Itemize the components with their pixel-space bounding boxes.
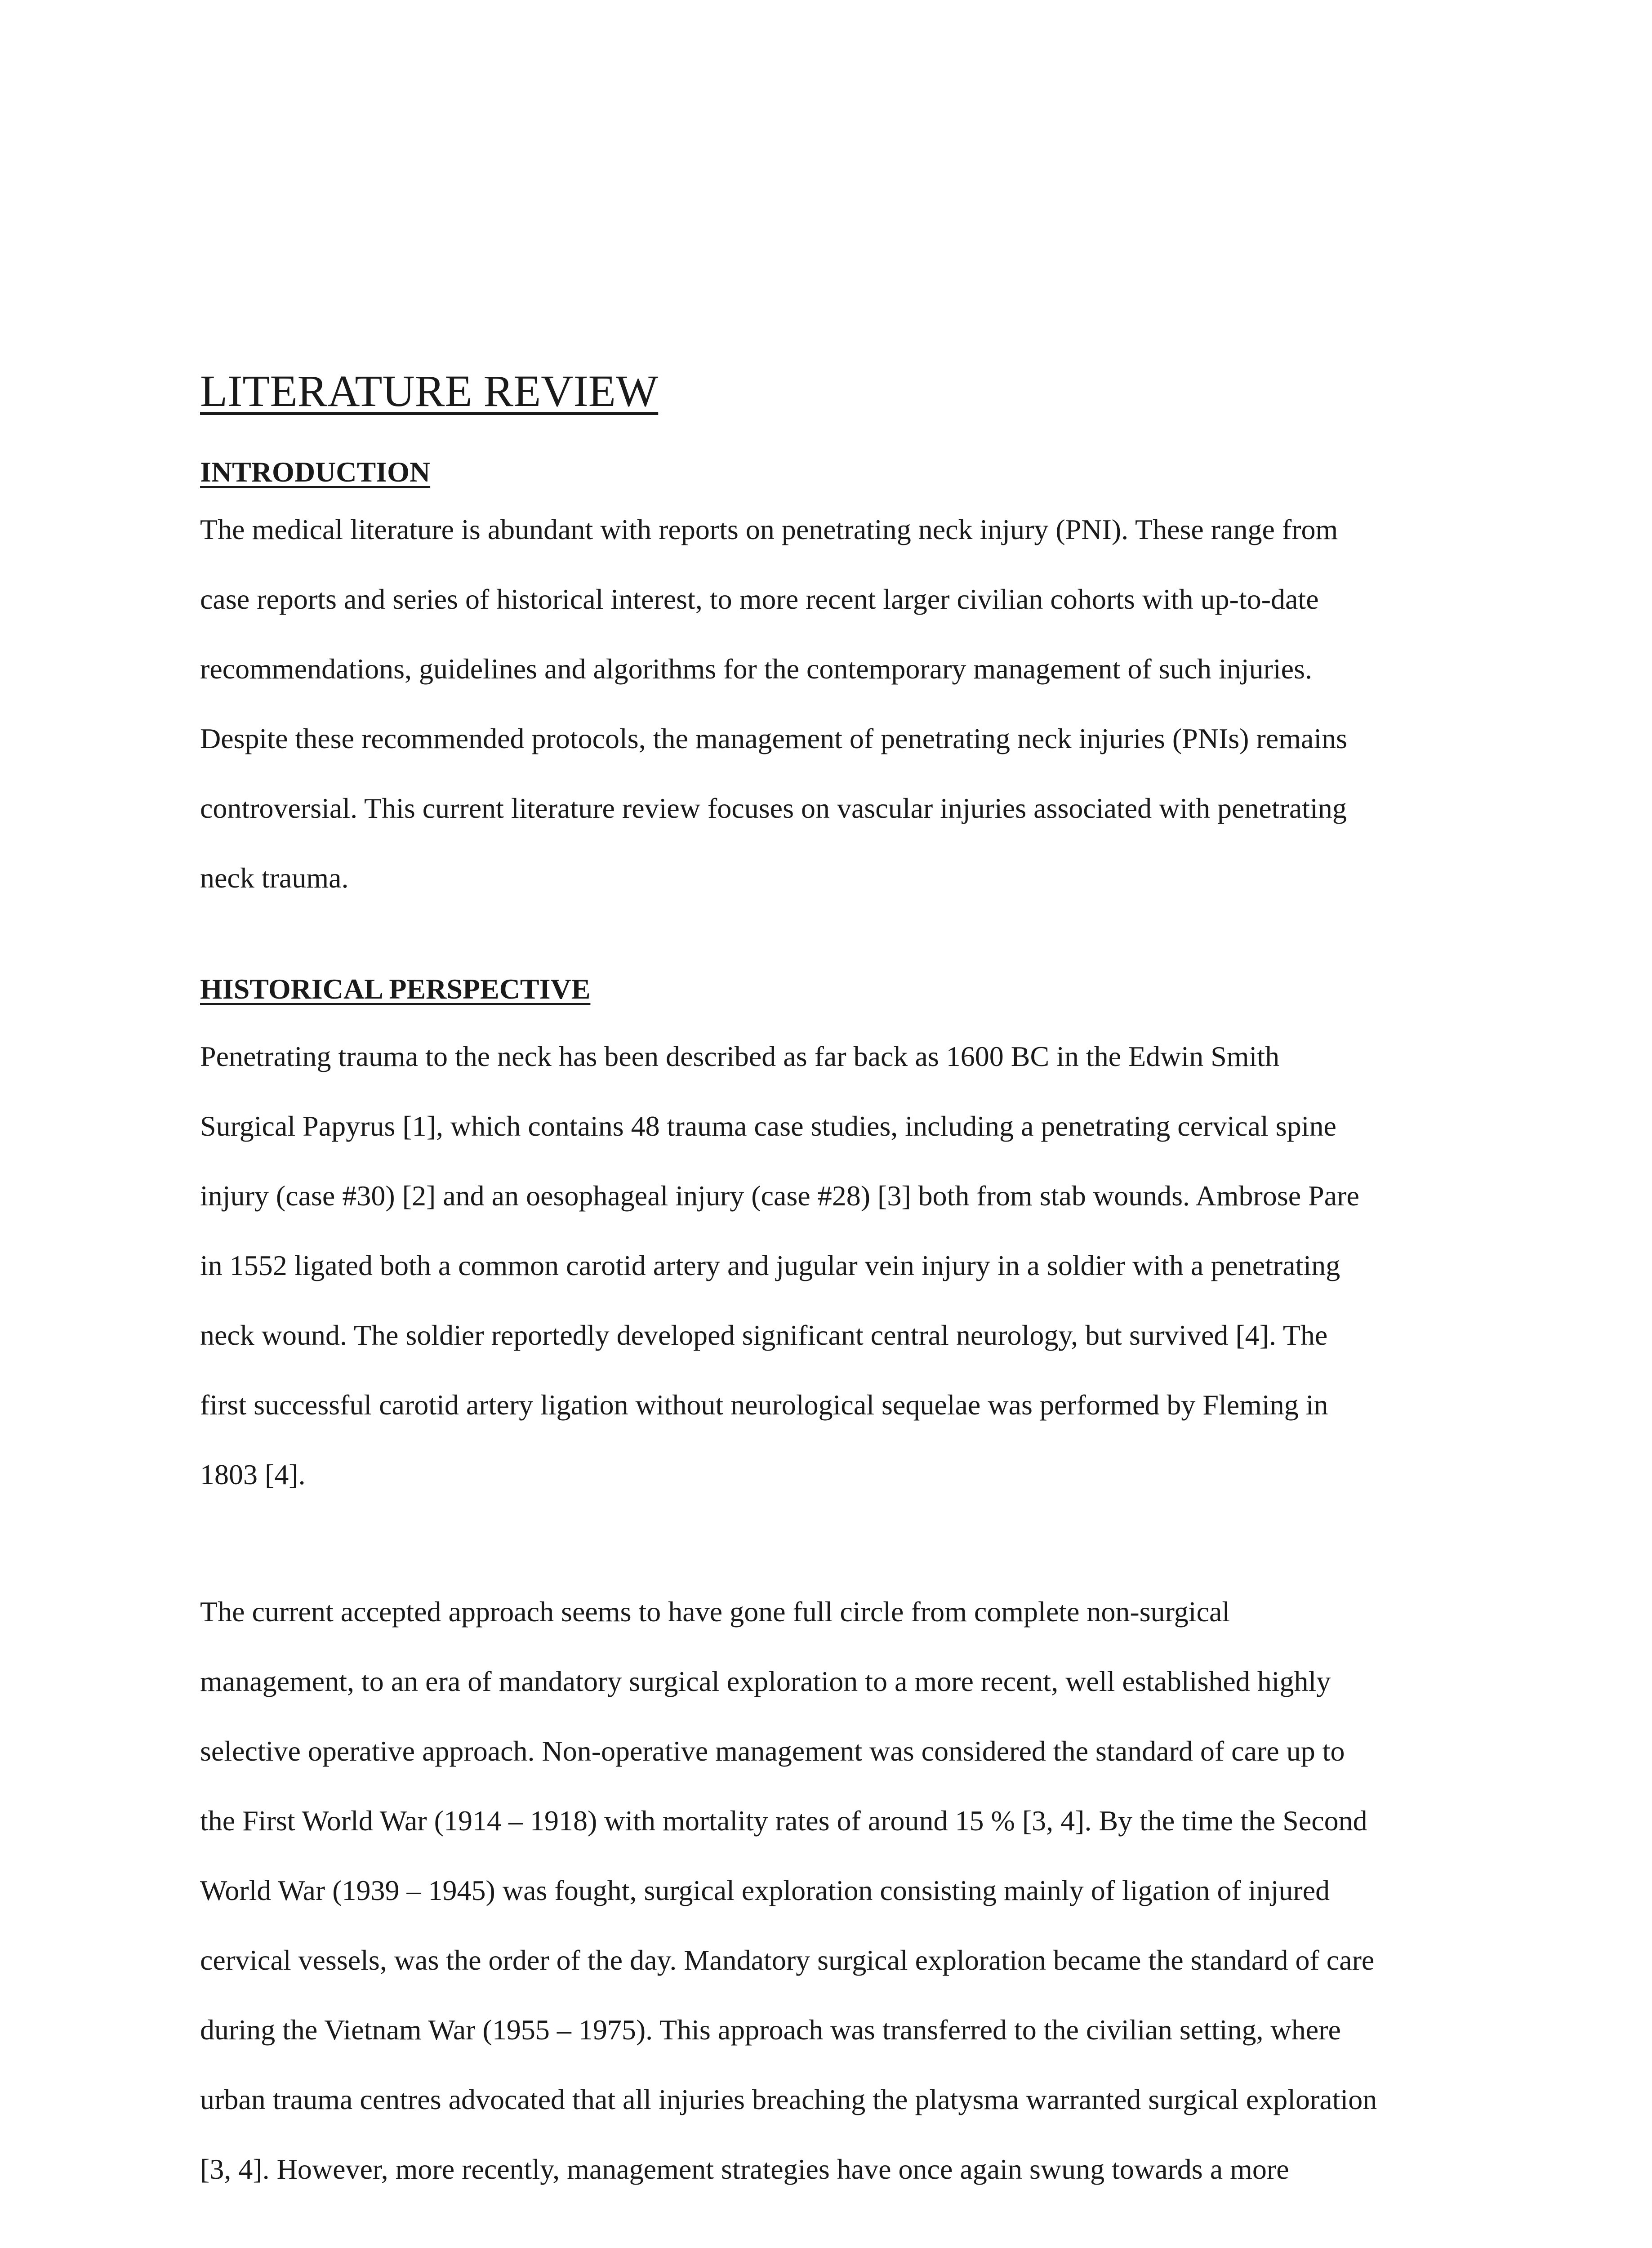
text-line: recommendations, guidelines and algorithms for the contemporary management of such injuries. <box>200 653 1312 685</box>
spacer <box>200 1509 1454 1577</box>
section-heading-introduction: INTRODUCTION <box>200 456 431 488</box>
section-heading-historical-perspective: HISTORICAL PERSPECTIVE <box>200 973 591 1005</box>
text-line: Penetrating trauma to the neck has been described as far back as 1600 BC in the Edwin Smith <box>200 1040 1280 1072</box>
text-line: 1803 [4]. <box>200 1459 306 1490</box>
text-line: management, to an era of mandatory surgical exploration to a more recent, well established highly <box>200 1665 1331 1697</box>
text-line: Surgical Papyrus [1], which contains 48 trauma case studies, including a penetrating cervical spine <box>200 1110 1336 1142</box>
text-line: [3, 4]. However, more recently, management strategies have once again swung towards a more <box>200 2153 1289 2185</box>
page-title: LITERATURE REVIEW <box>200 366 659 416</box>
text-line: injury (case #30) [2] and an oesophageal injury (case #28) [3] both from stab wounds. Ambrose Pare <box>200 1180 1359 1212</box>
text-line: during the Vietnam War (1955 – 1975). This approach was transferred to the civilian setting, where <box>200 2014 1341 2046</box>
page-content <box>200 351 1454 2204</box>
text-line: case reports and series of historical interest, to more recent larger civilian cohorts with up-to-date <box>200 583 1319 615</box>
text-line: the First World War (1914 – 1918) with mortality rates of around 15 % [3, 4]. By the time the Second <box>200 1805 1367 1837</box>
text-line: urban trauma centres advocated that all injuries breaching the platysma warranted surgical exploration <box>200 2083 1377 2115</box>
introduction-paragraph <box>200 495 1454 913</box>
text-line: World War (1939 – 1945) was fought, surgical exploration consisting mainly of ligation of injured <box>200 1874 1330 1906</box>
text-line: neck trauma. <box>200 862 349 894</box>
text-line: Despite these recommended protocols, the management of penetrating neck injuries (PNIs) remains <box>200 723 1348 754</box>
text-line: The medical literature is abundant with reports on penetrating neck injury (PNI). These range from <box>200 513 1338 545</box>
text-line: selective operative approach. Non-operative management was considered the standard of care up to <box>200 1735 1345 1767</box>
spacer <box>200 1012 1454 1021</box>
text-line: cervical vessels, was the order of the day. Mandatory surgical exploration became the standard of care <box>200 1944 1375 1976</box>
historical-paragraph-2 <box>200 1577 1454 2204</box>
text-line: controversial. This current literature review focuses on vascular injuries associated with penetrating <box>200 792 1347 824</box>
text-line: first successful carotid artery ligation without neurological sequelae was performed by Fleming in <box>200 1389 1328 1421</box>
historical-paragraph-1 <box>200 1021 1454 1509</box>
text-line: The current accepted approach seems to have gone full circle from complete non-surgical <box>200 1596 1230 1628</box>
text-line: neck wound. The soldier reportedly developed significant central neurology, but survived [4]. The <box>200 1319 1328 1351</box>
spacer <box>200 913 1454 967</box>
spacer <box>200 432 1454 450</box>
text-line: in 1552 ligated both a common carotid artery and jugular vein injury in a soldier with a penetrating <box>200 1249 1340 1281</box>
